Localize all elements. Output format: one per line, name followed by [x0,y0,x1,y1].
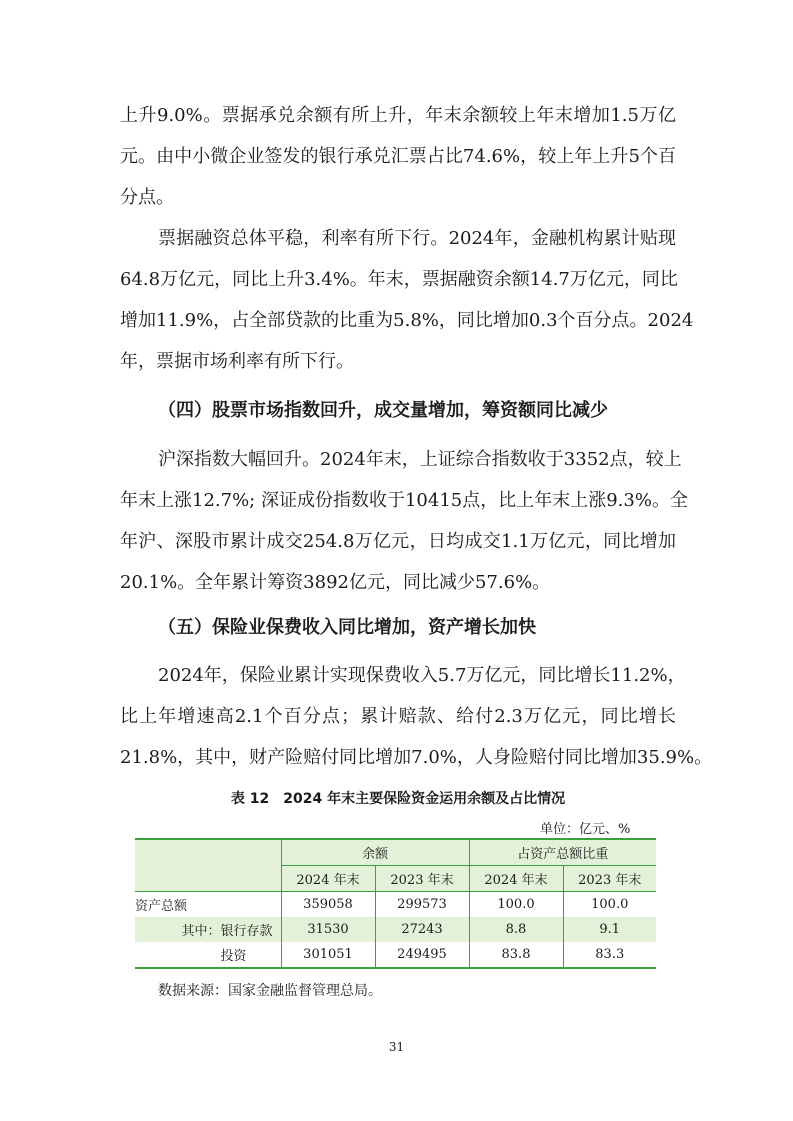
paragraph-line: 上升9.0%。票据承兑余额有所上升，年末余额较上年末增加1.5万亿 [120,105,676,126]
table-sub-header: 2024 年末 [281,866,375,892]
paragraph-line: 21.8%，其中，财产险赔付同比增加7.0%，人身险赔付同比增加35.9%。 [120,747,713,768]
paragraph-stock-market [120,439,688,603]
table-sub-header: 2023 年末 [563,866,656,892]
paragraph-line: 比上年增速高2.1个百分点；累计赔款、给付2.3万亿元，同比增长 [120,706,676,727]
table-corner-cell [135,839,281,892]
paragraph-line: 20.1%。全年累计筹资3892亿元，同比减少57.6%。 [120,572,551,593]
paragraph-bill-acceptance [120,95,676,218]
table-cell: 9.1 [563,917,656,942]
table-row [135,917,656,942]
table-cell: 100.0 [469,892,563,918]
table-source-note: 数据来源：国家金融监督管理总局。 [158,983,382,999]
table-header-row [135,839,656,866]
paragraph-line: 年，票据市场利率有所下行。 [120,351,354,372]
table-row [135,892,656,918]
table-cell: 100.0 [563,892,656,918]
table-group-header: 占资产总额比重 [469,839,656,866]
paragraph-line: 增加11.9%，占全部贷款的比重为5.8%，同比增加0.3个百分点。2024 [120,310,694,331]
paragraph-insurance [120,655,713,778]
table-cell: 8.8 [469,917,563,942]
table-cell: 31530 [281,917,375,942]
table-row [135,942,656,968]
paragraph-line: 年末上涨12.7%; 深证成份指数收于10415点，比上年末上涨9.3%。全 [120,490,688,511]
table-row-label: 其中：银行存款 [135,917,281,942]
table-group-header: 余额 [281,839,469,866]
table-cell: 299573 [375,892,469,918]
paragraph-line: 沪深指数大幅回升。2024年末，上证综合指数收于3352点，较上 [158,449,682,470]
paragraph-line: 票据融资总体平稳，利率有所下行。2024年，金融机构累计贴现 [158,228,676,249]
section-heading-insurance: （五）保险业保费收入同比增加，资产增长加快 [158,617,536,638]
paragraph-line: 年沪、深股市累计成交254.8万亿元，日均成交1.1万亿元，同比增加 [120,531,676,552]
page-number: 31 [388,1040,405,1054]
paragraph-line: 2024年，保险业累计实现保费收入5.7万亿元，同比增长11.2%， [158,665,686,686]
section-heading-stock-market: （四）股票市场指数回升，成交量增加，筹资额同比减少 [158,400,608,421]
table-row-label: 资产总额 [135,899,188,914]
table-cell: 83.8 [469,942,563,968]
table-title: 表 12 2024 年末主要保险资金运用余额及占比情况 [230,791,566,807]
paragraph-line: 元。由中小微企业签发的银行承兑汇票占比74.6%，较上年上升5个百 [120,146,676,167]
table-cell: 27243 [375,917,469,942]
table-cell: 359058 [281,892,375,918]
table-sub-header: 2023 年末 [375,866,469,892]
paragraph-line: 分点。 [120,187,174,208]
table-sub-header: 2024 年末 [469,866,563,892]
table-cell: 83.3 [563,942,656,968]
table-cell: 301051 [281,942,375,968]
paragraph-bill-financing [120,218,694,382]
table-unit: 单位：亿元、% [540,822,631,837]
table-row-label: 投资 [135,942,281,968]
insurance-funds-table [135,838,656,969]
paragraph-line: 64.8万亿元，同比上升3.4%。年末，票据融资余额14.7万亿元，同比 [120,269,678,290]
table-cell: 249495 [375,942,469,968]
